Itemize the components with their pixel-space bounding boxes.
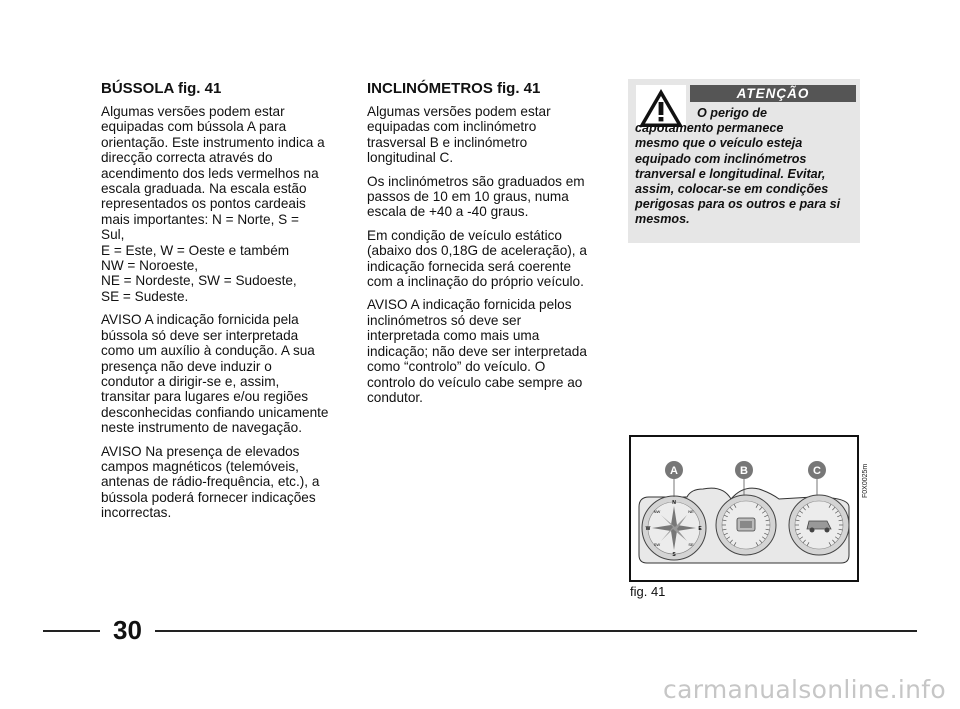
text-line: capotamento permanece: [635, 121, 784, 136]
text-line: tranversal e longitudinal. Evitar,: [635, 166, 826, 181]
callout-b-label: B: [740, 465, 748, 477]
footer-rule-left: [43, 630, 100, 632]
text-line: mais importantes: N = Norte, S =: [101, 211, 299, 227]
inclinometers-paragraph-2: [367, 174, 597, 220]
text-line: condutor.: [367, 389, 423, 405]
text-line: passos de 10 em 10 graus, numa: [367, 189, 569, 205]
text-line: interpretada como mais uma: [367, 328, 540, 344]
text-line: perigosas para os outros e para si: [635, 197, 841, 212]
text-line: condutor a dirigir-se e, assim,: [101, 373, 280, 389]
compass-label-n: N: [672, 500, 676, 506]
text-line: presença não deve induzir o: [101, 358, 272, 374]
text-line: bússola poderá fornecer indicações: [101, 489, 316, 505]
text-line: indicação fornecida será coerente: [367, 258, 572, 274]
callout-a-label: A: [670, 465, 678, 477]
text-line: AVISO A indicação fornicida pela: [101, 312, 299, 328]
callout-c-label: C: [813, 465, 821, 477]
compass-label-ne: NE: [688, 509, 694, 514]
text-line: mesmo que o veículo esteja: [635, 136, 803, 151]
text-line: transitar para lugares e/ou regiões: [101, 389, 309, 405]
text-line: neste instrumento de navegação.: [101, 420, 303, 436]
svg-text:F0X0025m: F0X0025m: [862, 463, 869, 498]
text-line: indicação; não deve ser interpretada: [367, 343, 587, 359]
compass-label-nw: NW: [653, 509, 661, 514]
text-line: com a inclinação do próprio veículo.: [367, 274, 584, 290]
page-number: 30: [113, 615, 142, 645]
transverse-inclinometer-dial: [716, 495, 776, 555]
compass-label-s: S: [672, 552, 676, 558]
longitudinal-inclinometer-dial: [789, 495, 849, 555]
text-line: representados os pontos cardeais: [101, 196, 306, 212]
text-line: equipadas com inclinómetro: [367, 119, 537, 135]
text-line: NW = Noroeste,: [101, 258, 199, 274]
text-line: direcção correcta através do: [101, 150, 273, 166]
footer-rule-right: [155, 630, 917, 632]
text-line: escala graduada. Na escala estão: [101, 181, 307, 197]
text-line: escala de +40 a -40 graus.: [367, 204, 529, 220]
compass-label-e: E: [698, 526, 702, 532]
text-line: trasversal B e inclinómetro: [367, 134, 528, 150]
compass-paragraph-3: [101, 444, 337, 521]
text-line: Algumas versões podem estar: [101, 104, 285, 119]
warning-heading: ATENÇÃO: [690, 85, 856, 102]
figure-41: [629, 435, 859, 582]
text-line: equipadas com bússola A para: [101, 119, 287, 135]
text-line: desconhecidas confiando unicamente: [101, 404, 329, 420]
text-line: Os inclinómetros são graduados em: [367, 173, 585, 189]
callout-a: [665, 461, 683, 497]
text-line: incorrectas.: [101, 505, 172, 521]
text-line: Algumas versões podem estar: [367, 104, 551, 119]
text-line: mesmos.: [635, 212, 690, 227]
instrument-cluster-illustration: [631, 437, 857, 580]
text-line: campos magnéticos (telemóveis,: [101, 458, 299, 474]
compass-label-w: W: [645, 526, 651, 532]
text-line: inclinómetros só deve ser: [367, 312, 522, 328]
warning-text: [635, 106, 857, 228]
warning-box: [628, 79, 860, 243]
figure-caption: fig. 41: [630, 584, 666, 599]
text-line: AVISO A indicação fornicida pelos: [367, 297, 572, 313]
inclinometers-paragraph-4: [367, 297, 597, 405]
text-line: Sul,: [101, 227, 125, 243]
text-line: controlo do veículo cabe sempre ao: [367, 374, 583, 390]
text-line: bússola só deve ser interpretada: [101, 327, 299, 343]
text-line: como “controlo” do veículo. O: [367, 359, 546, 375]
text-line: Em condição de veículo estático: [367, 227, 562, 243]
figure-code: [858, 440, 870, 500]
text-line: (abaixo dos 0,18G de aceleração), a: [367, 243, 587, 259]
inclinometers-section: [367, 80, 597, 413]
text-line: AVISO Na presença de elevados: [101, 443, 300, 459]
compass-heading: BÚSSOLA fig. 41: [101, 80, 222, 97]
compass-paragraph-1: [101, 104, 337, 304]
compass-label-se: SE: [688, 542, 694, 547]
text-line: antenas de rádio-frequência, etc.), a: [101, 474, 320, 490]
text-line: como um auxílio à condução. A sua: [101, 343, 315, 359]
text-line: assim, colocar-se em condições: [635, 182, 829, 197]
compass-paragraph-2: [101, 312, 337, 435]
text-line: orientação. Este instrumento indica a: [101, 134, 325, 150]
compass-label-sw: SW: [653, 542, 661, 547]
compass-dial: [642, 496, 706, 560]
callout-c: [808, 461, 826, 495]
text-line: equipado com inclinómetros: [635, 151, 807, 166]
text-line: NE = Nordeste, SW = Sudoeste,: [101, 273, 297, 289]
text-line: SE = Sudeste.: [101, 288, 189, 304]
inclinometers-paragraph-1: [367, 104, 597, 166]
inclinometers-heading: INCLINÓMETROS fig. 41: [367, 80, 541, 97]
text-line: acendimento dos leds vermelhos na: [101, 165, 319, 181]
text-line: O perigo de: [697, 106, 767, 120]
text-line: longitudinal C.: [367, 150, 454, 166]
compass-section: [101, 80, 337, 529]
watermark: carmanualsonline.info: [663, 675, 946, 704]
inclinometers-paragraph-3: [367, 228, 597, 290]
text-line: E = Este, W = Oeste e também: [101, 242, 290, 258]
